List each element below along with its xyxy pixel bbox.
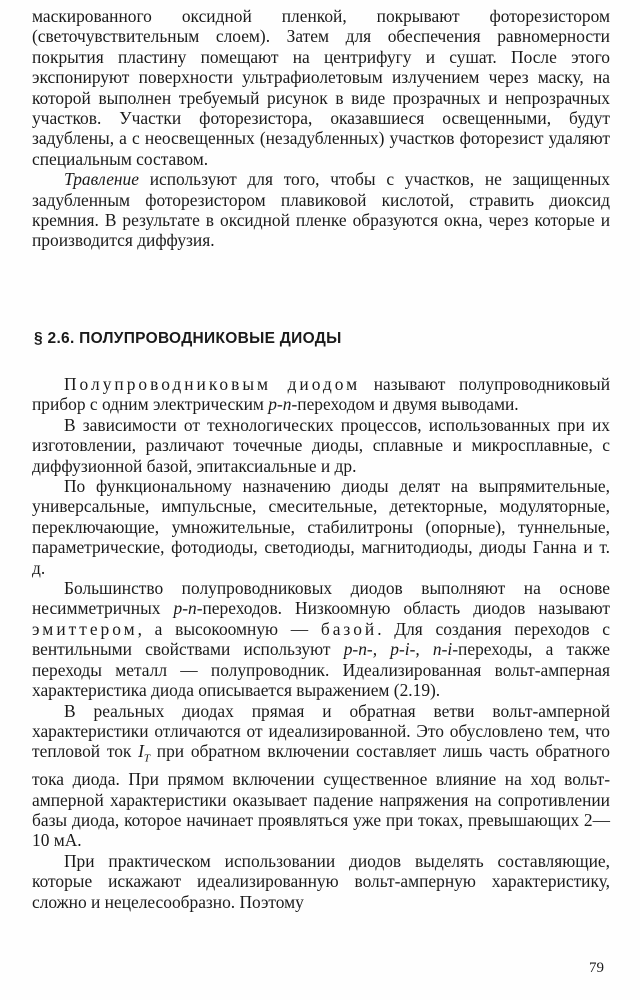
page-number: 79 — [589, 960, 604, 976]
definition-paragraph: Полупроводниковым диодом называют полупроводниковый прибор с одним электрическим p-n-переходом и двумя выводами. — [32, 374, 610, 415]
real-diodes-paragraph: В реальных диодах прямая и обратная ветви вольт-амперной характеристики отличаются от идеализированной. Это обусловлено тем, что тепловой ток $I_T$ при обратном включении составляет лишь часть обратного тока диода. При прямом включении существенное влияние на ход вольт-амперной характеристики оказывает падение напряжения на сопротивлении базы диода, которое начинает проявляться уже при токах, превышающих 2—10 мА. — [32, 700, 610, 851]
section-body — [32, 374, 610, 912]
etching-text: используют для того, чтобы с участков, не защищенных задубленным фоторезистором плавиковой кислотой, стравить диоксид кремния. В результате в оксидной пленке образуются окна, через которые и производится диффузия. — [32, 169, 610, 251]
practical-paragraph: При практическом использовании диодов выделять составляющие, которые искажают идеализированную вольт-амперную характеристику, сложно и нецелесообразно. Поэтому — [32, 850, 610, 912]
diode-term: Полупроводниковым диодом — [64, 374, 361, 394]
section-heading: § 2.6. ПОЛУПРОВОДНИКОВЫЕ ДИОДЫ — [34, 330, 342, 347]
junction-paragraph: Большинство полупроводниковых диодов выполняют на основе несимметричных p-n-переходов. Низкоомную область диодов называют эмиттером, а высокоомную — базой. Для создания переходов с вентильными свойствами используют p-n-, p-i-, n-i-переходы, а также переходы металл — полупроводник. Идеализированная вольт-амперная характеристика диода описывается выражением (2.19). — [32, 578, 611, 701]
etching-term: Травление — [64, 169, 139, 190]
technology-paragraph: В зависимости от технологических процессов, использованных при их изготовлении, различают точечные диоды, сплавные и микросплавные, с диффузионной базой, эпитаксиальные и др. — [32, 414, 610, 476]
upper-text — [32, 6, 610, 251]
function-paragraph: По функциональному назначению диоды делят на выпрямительные, универсальные, импульсные, смесительные, детекторные, модуляторные, переключающие, умножительные, стабилитроны (опорные), туннельные, параметрические, фотодиоды, светодиоды, магнитодиоды, диоды Ганна и т. д. — [32, 476, 610, 578]
photoresist-paragraph: маскированного оксидной пленкой, покрывают фоторезистором (светочувствительным слоем). Затем для обеспечения равномерности покрытия пластину помещают на центрифугу и сушат. После этого экспонируют поверхности ультрафиолетовым излучением через маску, на которой выполнен требуемый рисунок в виде прозрачных и непрозрачных участков. Участки фоторезистора, оказавшиеся освещенными, будут задублены, а с неосвещенных (незадубленных) участков фоторезист удаляют специальным составом. — [32, 6, 610, 169]
base-term: базой — [320, 618, 378, 639]
emitter-term: эмиттером — [32, 618, 138, 639]
etching-paragraph — [32, 169, 610, 251]
